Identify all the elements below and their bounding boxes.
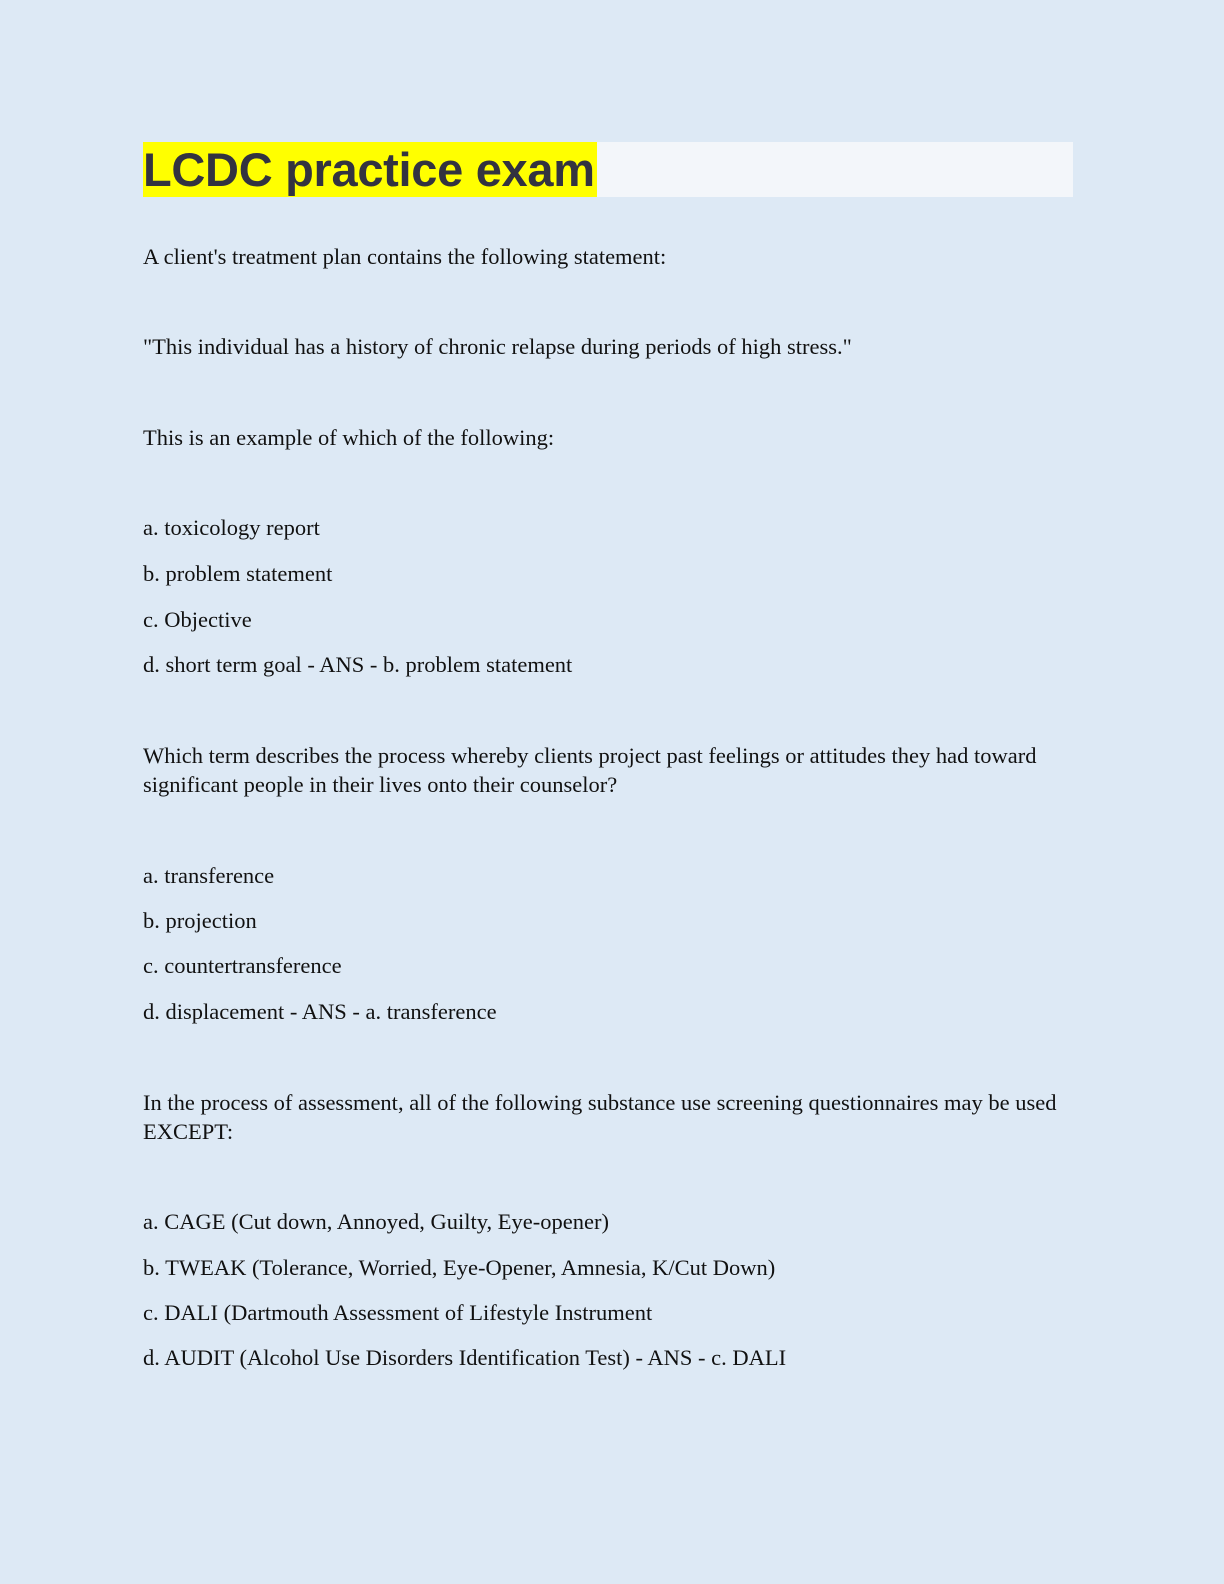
page-title: LCDC practice exam <box>143 143 595 196</box>
question-1-option-d-answer: d. short term goal - ANS - b. problem statement <box>143 652 573 677</box>
question-1-intro: A client's treatment plan contains the following statement: <box>143 244 667 269</box>
title-bar <box>143 142 1073 197</box>
question-1-option-c: c. Objective <box>143 607 252 632</box>
question-2-option-b: b. projection <box>143 908 257 933</box>
question-3-option-a: a. CAGE (Cut down, Annoyed, Guilty, Eye-opener) <box>143 1209 609 1234</box>
question-1-option-a: a. toxicology report <box>143 515 320 540</box>
question-2-prompt: Which term describes the process whereby clients project past feelings or attitudes they had toward significant people in their lives onto their counselor? <box>143 743 1037 797</box>
question-1-option-b: b. problem statement <box>143 561 333 586</box>
question-2-option-c: c. countertransference <box>143 953 342 978</box>
question-1-prompt: This is an example of which of the following: <box>143 425 555 450</box>
question-3-option-d-answer: d. AUDIT (Alcohol Use Disorders Identification Test) - ANS - c. DALI <box>143 1345 787 1370</box>
question-3-option-c: c. DALI (Dartmouth Assessment of Lifestyle Instrument <box>143 1300 653 1325</box>
question-2-option-a: a. transference <box>143 863 275 888</box>
question-2-option-d-answer: d. displacement - ANS - a. transference <box>143 999 497 1024</box>
question-1-quote: "This individual has a history of chronic relapse during periods of high stress." <box>143 334 852 359</box>
question-3-option-b: b. TWEAK (Tolerance, Worried, Eye-Opener, Amnesia, K/Cut Down) <box>143 1255 776 1280</box>
question-3-prompt: In the process of assessment, all of the following substance use screening questionnaires may be used EXCEPT: <box>143 1090 1057 1144</box>
